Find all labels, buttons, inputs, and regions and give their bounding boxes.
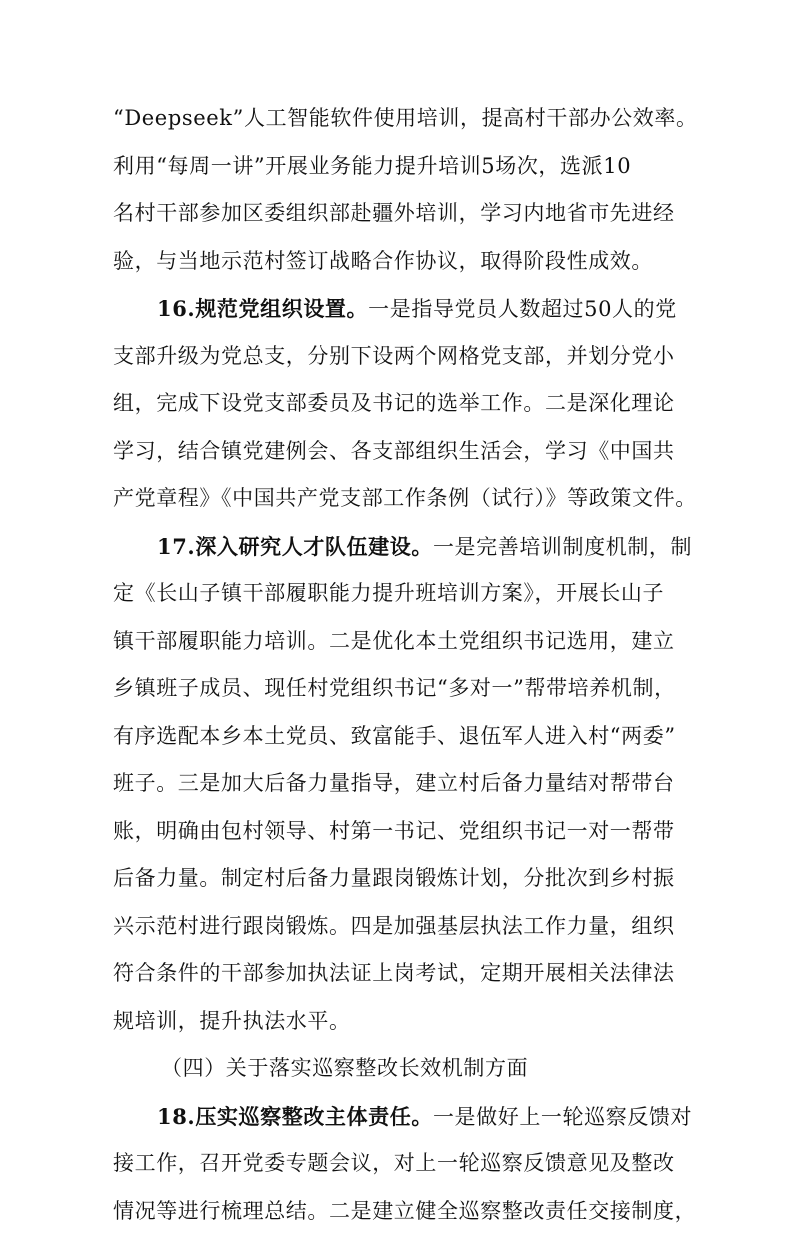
paragraph-ai-training (113, 95, 693, 285)
text-line: 名村干部参加区委组织部赴疆外培训，学习内地省市先进经 (113, 190, 693, 238)
document-body (113, 95, 693, 1235)
text-line: 情况等进行梳理总结。二是建立健全巡察整改责任交接制度， (113, 1188, 693, 1235)
text-line (113, 1093, 693, 1141)
text-line: 学习，结合镇党建例会、各支部组织生活会，学习《中国共 (113, 428, 693, 476)
text-run: 一是完善培训制度机制，制 (433, 535, 692, 559)
text-line: 组，完成下设党支部委员及书记的选举工作。二是深化理论 (113, 380, 693, 428)
text-run: 一是做好上一轮巡察反馈对 (433, 1105, 692, 1129)
item-heading-18: 18.压实巡察整改主体责任。 (157, 1104, 433, 1129)
text-line: 验，与当地示范村签订战略合作协议，取得阶段性成效。 (113, 238, 693, 286)
text-line: 支部升级为党总支，分别下设两个网格党支部，并划分党小 (113, 333, 693, 381)
text-line: 乡镇班子成员、现任村党组织书记“多对一”帮带培养机制， (113, 665, 693, 713)
item-heading-17: 17.深入研究人才队伍建设。 (157, 534, 433, 559)
item-heading-16: 16.规范党组织设置。 (157, 296, 368, 321)
text-line: 产党章程》《中国共产党支部工作条例（试行）》等政策文件。 (113, 475, 693, 523)
text-line: 利用“每周一讲”开展业务能力提升培训5场次，选派10 (113, 143, 693, 191)
section-title: （四）关于落实巡察整改长效机制方面 (113, 1045, 693, 1093)
paragraph-17-talent-team (113, 523, 693, 1046)
text-line: 兴示范村进行跟岗锻炼。四是加强基层执法工作力量，组织 (113, 903, 693, 951)
text-line: 符合条件的干部参加执法证上岗考试，定期开展相关法律法 (113, 950, 693, 998)
paragraph-18-inspection-rectification (113, 1093, 693, 1235)
paragraph-16-party-organization (113, 285, 693, 523)
text-line: 规培训，提升执法水平。 (113, 998, 693, 1046)
text-line (113, 285, 693, 333)
text-line: 账，明确由包村领导、村第一书记、党组织书记一对一帮带 (113, 808, 693, 856)
text-line: “Deepseek”人工智能软件使用培训，提高村干部办公效率。 (113, 95, 693, 143)
text-run: 一是指导党员人数超过50人的党 (368, 297, 677, 321)
text-line: 后备力量。制定村后备力量跟岗锻炼计划，分批次到乡村振 (113, 855, 693, 903)
text-line: 有序选配本乡本土党员、致富能手、退伍军人进入村“两委” (113, 713, 693, 761)
text-line (113, 523, 693, 571)
text-line: 定《长山子镇干部履职能力提升班培训方案》，开展长山子 (113, 570, 693, 618)
section-heading-4 (113, 1045, 693, 1093)
text-line: 镇干部履职能力培训。二是优化本土党组织书记选用，建立 (113, 618, 693, 666)
text-line: 班子。三是加大后备力量指导，建立村后备力量结对帮带台 (113, 760, 693, 808)
text-line: 接工作，召开党委专题会议，对上一轮巡察反馈意见及整改 (113, 1140, 693, 1188)
